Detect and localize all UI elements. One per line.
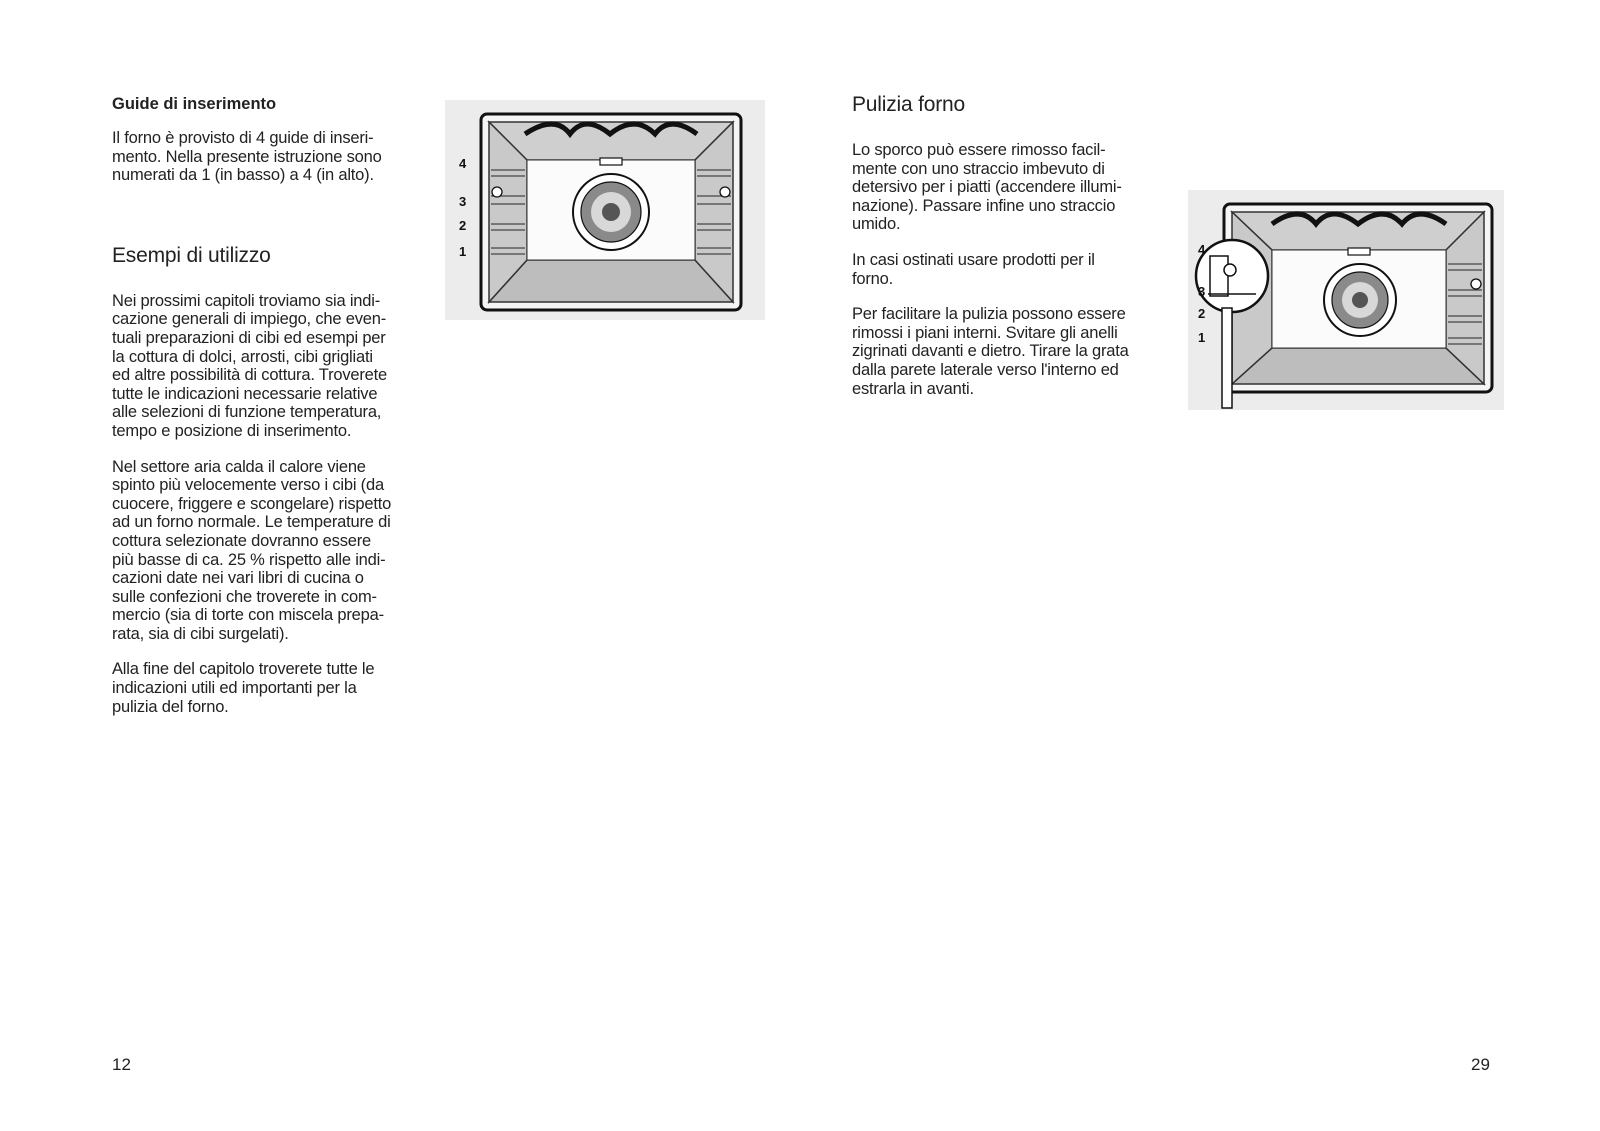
- guide-label-2: 2: [459, 218, 467, 233]
- oven-cleaning-figure: [1188, 190, 1504, 410]
- cleaning-paragraph-3: Per facilitare la pulizia possono essere rimossi i piani interni. Svitare gli anelli zigrinati davanti e dietro. Tirare la grata dalla parete laterale verso l'interno ed estrarla in avanti.: [852, 305, 1129, 398]
- cleaning-paragraph-1: Lo sporco può essere rimosso facil- mente con uno straccio imbevuto di detersivo per i piatti (accendere illumi- nazione). Passare infine uno straccio umido.: [852, 141, 1122, 234]
- page-number-left: 12: [112, 1055, 131, 1074]
- examples-heading: Esempi di utilizzo: [112, 243, 271, 267]
- guide-label-4: 4: [459, 156, 467, 171]
- oven-shelf-guides-figure: [445, 100, 765, 320]
- right-text-column: [852, 93, 1172, 398]
- guides-heading: Guide di inserimento: [112, 95, 277, 113]
- cleaning-paragraph-2: In casi ostinati usare prodotti per il forno.: [852, 250, 1095, 288]
- page-number-right: 29: [1471, 1055, 1490, 1074]
- examples-paragraph-3: Alla fine del capitolo troverete tutte le indicazioni utili ed importanti per la pulizia del forno.: [112, 660, 375, 716]
- cleaning-heading: Pulizia forno: [852, 93, 965, 116]
- guide-label-3: 3: [459, 194, 467, 209]
- guide-label-4: 4: [1198, 242, 1206, 257]
- guide-label-3: 3: [1198, 284, 1206, 299]
- left-text-column: [112, 95, 422, 716]
- oven-illustration: [445, 100, 765, 320]
- examples-paragraph-2: Nel settore aria calda il calore viene spinto più velocemente verso i cibi (da cuocere, friggere e scongelare) rispetto ad un forno normale. Le temperature di cottura selezionate dovranno essere più basse di ca. 25 % rispetto alle indi- cazioni date nei vari libri di cucina o sulle confezioni che troverete in com- mercio (sia di torte con miscela prepa- rata, sia di cibi surgelati).: [112, 457, 392, 643]
- oven-cleaning-illustration: [1188, 190, 1504, 410]
- guides-paragraph: Il forno è provisto di 4 guide di inseri- mento. Nella presente istruzione sono numerati da 1 (in basso) a 4 (in alto).: [112, 129, 382, 185]
- guide-label-1: 1: [1198, 330, 1206, 345]
- guide-label-1: 1: [459, 244, 467, 259]
- examples-paragraph-1: Nei prossimi capitoli troviamo sia indi- cazione generali di impiego, che even- tuali preparazioni di cibi ed esempi per la cottura di dolci, arrosti, cibi grigliati ed altre possibilità di cottura. Troverete tutte le indicazioni necessarie relative alle selezioni di funzione temperatura, tempo e posizione di inserimento.: [112, 291, 387, 440]
- guide-label-2: 2: [1198, 306, 1206, 321]
